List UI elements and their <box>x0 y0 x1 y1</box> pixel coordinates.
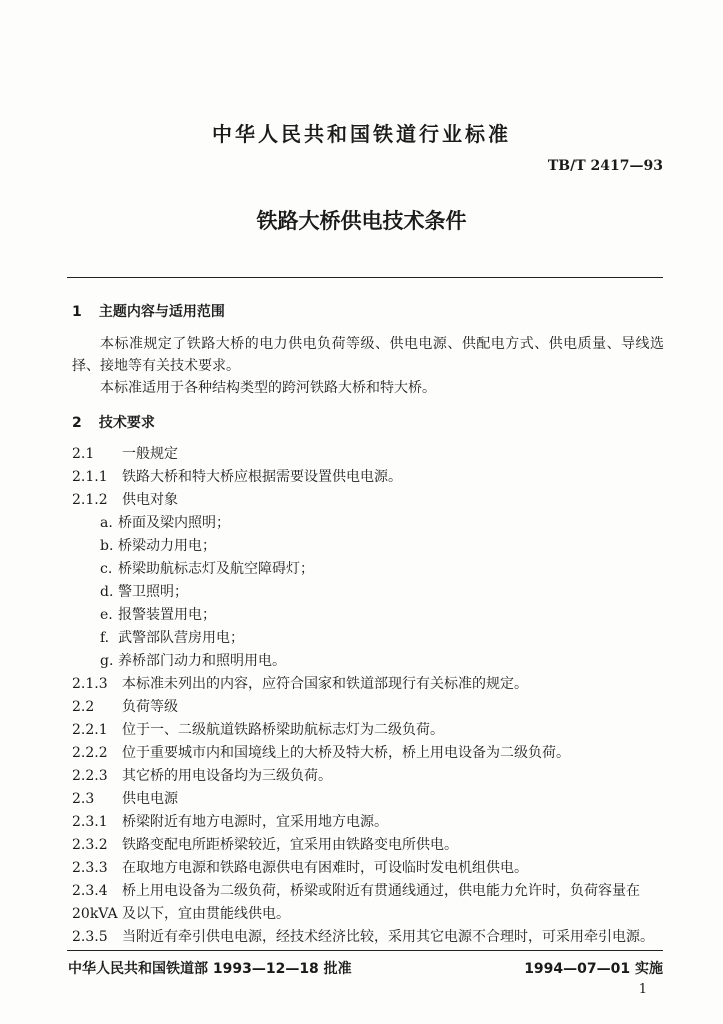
clause-2-2-3 <box>72 766 332 786</box>
clause-text: 本标准未列出的内容，应符合国家和铁道部现行有关标准的规定。 <box>122 676 528 692</box>
clause-text: 桥上用电设备为二级负荷，桥梁或附近有贯通线通过，供电能力允许时，负荷容量在 <box>122 883 640 899</box>
clause-text: 位于重要城市内和国境线上的大桥及特大桥，桥上用电设备为二级负荷。 <box>122 745 570 761</box>
list-item <box>100 559 314 579</box>
list-item <box>100 513 230 533</box>
clause-2-3-4 <box>72 881 640 901</box>
list-marker: d. <box>100 584 114 600</box>
clause-number: 2.3.4 <box>72 883 108 899</box>
clause-2-3-3 <box>72 858 528 878</box>
list-item <box>100 651 286 671</box>
top-divider <box>67 277 663 278</box>
list-text: 养桥部门动力和照明用电。 <box>118 653 286 669</box>
clause-number: 2.3 <box>72 791 95 807</box>
page-number: 1 <box>638 982 647 997</box>
clause-number: 2.1.1 <box>72 469 108 485</box>
section-title: 技术要求 <box>98 415 155 431</box>
list-item <box>100 605 216 625</box>
clause-text: 桥梁附近有地方电源时，宜采用地方电源。 <box>122 814 388 830</box>
clause-2-2 <box>72 697 178 717</box>
clause-number: 2.3.5 <box>72 929 108 945</box>
list-item <box>100 582 188 602</box>
clause-2-3-1 <box>72 812 388 832</box>
list-marker: e. <box>100 607 113 623</box>
list-item <box>100 628 244 648</box>
clause-text: 位于一、二级航道铁路桥梁助航标志灯为二级负荷。 <box>122 722 444 738</box>
clause-number: 2.1.2 <box>72 492 108 508</box>
clause-2-1-1 <box>72 467 402 487</box>
clause-text: 在取地方电源和铁路电源供电有困难时，可设临时发电机组供电。 <box>122 860 528 876</box>
clause-number: 2.3.1 <box>72 814 108 830</box>
clause-number: 2.3.2 <box>72 837 108 853</box>
section-1-paragraph-1: 本标准规定了铁路大桥的电力供电负荷等级、供电电源、供配电方式、供电质量、导线选择、接地等有关技术要求。 <box>72 336 664 374</box>
section-2-heading <box>72 413 155 433</box>
clause-number: 2.2.3 <box>72 768 108 784</box>
clause-2-3-2 <box>72 835 458 855</box>
clause-number: 2.2.1 <box>72 722 108 738</box>
approval-line: 中华人民共和国铁道部 1993—12—18 批准 <box>68 961 352 977</box>
section-1-heading <box>72 302 225 322</box>
clause-number: 2.1 <box>72 446 95 462</box>
clause-text: 负荷等级 <box>122 699 178 715</box>
clause-text: 当附近有牵引供电电源，经技术经济比较，采用其它电源不合理时，可采用牵引电源。 <box>122 929 654 945</box>
section-number: 2 <box>72 415 82 431</box>
list-marker: c. <box>100 561 113 577</box>
clause-2-1 <box>72 444 178 464</box>
clause-2-3-5 <box>72 927 654 947</box>
clause-text: 铁路大桥和特大桥应根据需要设置供电电源。 <box>122 469 402 485</box>
clause-number: 2.2 <box>72 699 95 715</box>
clause-2-1-3 <box>72 674 528 694</box>
clause-text: 供电对象 <box>122 492 178 508</box>
clause-2-2-1 <box>72 720 444 740</box>
section-number: 1 <box>72 304 82 320</box>
clause-2-3-4-continuation: 20kVA 及以下，宜由贯能线供电。 <box>72 906 291 922</box>
clause-number: 2.3.3 <box>72 860 108 876</box>
section-title: 主题内容与适用范围 <box>98 304 225 320</box>
list-item <box>100 536 216 556</box>
clause-text: 其它桥的用电设备均为三级负荷。 <box>122 768 332 784</box>
list-text: 武警部队营房用电； <box>118 630 244 646</box>
bottom-divider <box>67 950 663 951</box>
clause-2-3 <box>72 789 178 809</box>
clause-number: 2.2.2 <box>72 745 108 761</box>
list-marker: a. <box>100 515 113 531</box>
list-text: 桥梁动力用电； <box>118 538 216 554</box>
implementation-date: 1994—07—01 实施 <box>524 961 663 977</box>
list-marker: b. <box>100 538 114 554</box>
issuing-body-title: 中华人民共和国铁道行业标准 <box>212 122 511 146</box>
list-text: 报警装置用电； <box>118 607 216 623</box>
standard-code: TB/T 2417—93 <box>547 158 663 174</box>
list-text: 桥面及梁内照明； <box>118 515 230 531</box>
clause-text: 供电电源 <box>122 791 178 807</box>
document-title: 铁路大桥供电技术条件 <box>256 209 467 233</box>
list-marker: g. <box>100 653 114 669</box>
list-text: 警卫照明； <box>118 584 188 600</box>
clause-text: 一般规定 <box>122 446 178 462</box>
clause-text: 铁路变配电所距桥梁较近，宜采用由铁路变电所供电。 <box>122 837 458 853</box>
section-1-paragraph-2: 本标准适用于各种结构类型的跨河铁路大桥和特大桥。 <box>100 380 436 396</box>
list-text: 桥梁助航标志灯及航空障碍灯； <box>118 561 314 577</box>
clause-2-2-2 <box>72 743 570 763</box>
list-marker: f. <box>100 630 110 646</box>
clause-number: 2.1.3 <box>72 676 108 692</box>
clause-2-1-2 <box>72 490 178 510</box>
